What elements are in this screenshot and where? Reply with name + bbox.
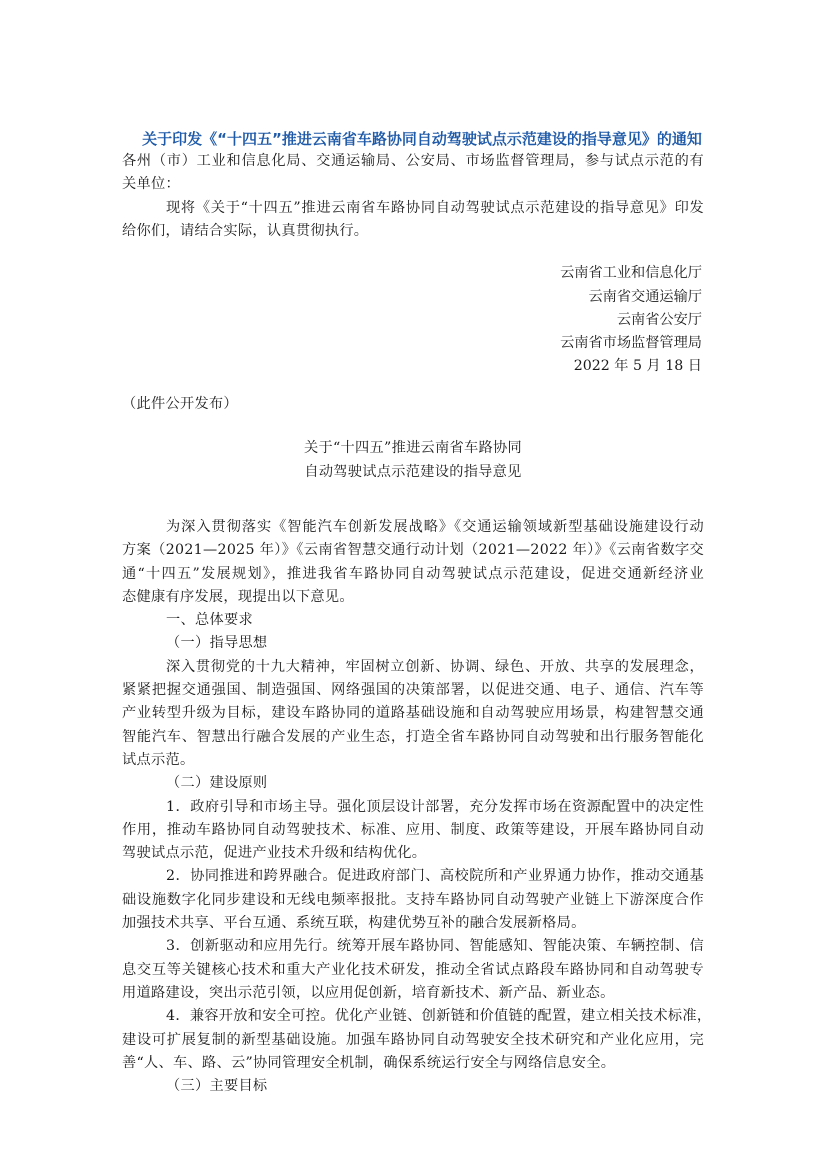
opinion-line: 善“人、车、路、云”协同管理安全机制，确保系统运行安全与网络信息安全。: [122, 1054, 616, 1071]
signatory-transport: 云南省交通运输厅: [588, 289, 702, 305]
opinion-title-line-1: 关于“十四五”推进云南省车路协同: [304, 440, 522, 456]
signatory-industry: 云南省工业和信息化厅: [560, 265, 702, 281]
opinion-line: 通“十四五”发展规划》，推进我省车路协同自动驾驶试点示范建设，促进交通新经济业: [122, 565, 704, 582]
opinion-line: （一）指导思想: [166, 635, 268, 652]
signatory-market-regulation: 云南省市场监督管理局: [560, 335, 702, 351]
opinion-title-line-2: 自动驾驶试点示范建设的指导意见: [304, 464, 522, 480]
opinion-title: [122, 436, 704, 484]
opinion-line: 加强技术共享、平台互通、系统互联，构建优势互补的融合发展新格局。: [122, 915, 586, 932]
opinion-line: 试点示范。: [122, 751, 195, 768]
opinion-line: 深入贯彻党的十九大精神，牢固树立创新、协调、绿色、开放、共享的发展理念，: [166, 658, 704, 675]
opinion-line: 建设可扩展复制的新型基础设施。加强车路协同自动驾驶安全技术研究和产业化应用，完: [122, 1031, 704, 1048]
opinion-body: [122, 516, 712, 1098]
opinion-line: 1．政府引导和市场主导。强化顶层设计部署，充分发挥市场在资源配置中的决定性: [166, 798, 704, 815]
opinion-line: 3．创新驱动和应用先行。统筹开展车路协同、智能感知、智能决策、车辆控制、信: [166, 938, 704, 955]
opinion-line: 为深入贯彻落实《智能汽车创新发展战略》《交通运输领域新型基础设施建设行动: [166, 519, 704, 535]
opinion-line: 用道路建设，突出示范引领，以应用促创新，培育新技术、新产品、新业态。: [122, 984, 615, 1001]
opinion-line: （二）建设原则: [166, 775, 268, 792]
opinion-line: 作用，推动车路协同自动驾驶技术、标准、应用、制度、政策等建设，开展车路协同自动: [122, 821, 704, 838]
opinion-line: 紧紧把握交通强国、制造强国、网络强国的决策部署，以促进交通、电子、通信、汽车等: [122, 682, 704, 699]
opinion-line: 息交互等关键核心技术和重大产业化技术研发，推动全省试点路段车路协同和自动驾驶专: [122, 961, 704, 978]
opinion-line: 一、总体要求: [166, 612, 253, 629]
signatory-police: 云南省公安厅: [616, 312, 702, 328]
opinion-line: 态健康有序发展，现提出以下意见。: [122, 588, 354, 605]
opinion-line: 础设施数字化同步建设和无线电频率报批。支持车路协同自动驾驶产业链上下游深度合作: [122, 891, 704, 908]
notice-date: 2022 年 5 月 18 日: [573, 358, 702, 374]
opinion-line: 驾驶试点示范，促进产业技术升级和结构优化。: [122, 845, 427, 862]
notice-body-line-2: 给你们，请结合实际，认真贯彻执行。: [122, 223, 369, 240]
recipients-line-1: 各州（市）工业和信息化局、交通运输局、公安局、市场监督管理局，参与试点示范的有: [122, 153, 704, 169]
opinion-line: 方案（2021—2025 年）》《云南省智慧交通行动计划（2021—2022 年）》《云南省数字交: [122, 542, 704, 559]
opinion-line: 智能汽车、智慧出行融合发展的产业生态，打造全省车路协同自动驾驶和出行服务智能化: [122, 728, 704, 745]
opinion-line: （三）主要目标: [166, 1078, 268, 1095]
notice-title: 关于印发《“十四五”推进云南省车路协同自动驾驶试点示范建设的指导意见》的通知: [142, 130, 702, 148]
recipients-line-2: 关单位：: [122, 176, 180, 193]
opinion-line: 4．兼容开放和安全可控。优化产业链、创新链和价值链的配置，建立相关技术标准，: [166, 1008, 712, 1025]
notice-body-line-1: 现将《关于“十四五”推进云南省车路协同自动驾驶试点示范建设的指导意见》印发: [166, 200, 704, 216]
opinion-line: 2．协同推进和跨界融合。促进政府部门、高校院所和产业界通力协作，推动交通基: [166, 868, 704, 885]
opinion-line: 产业转型升级为目标，建设车路协同的道路基础设施和自动驾驶应用场景，构建智慧交通: [122, 705, 704, 722]
publication-note-text: （此件公开发布）: [122, 396, 238, 412]
publication-note: [122, 393, 422, 416]
notice-body: [122, 197, 704, 244]
notice-recipients: [122, 150, 704, 197]
